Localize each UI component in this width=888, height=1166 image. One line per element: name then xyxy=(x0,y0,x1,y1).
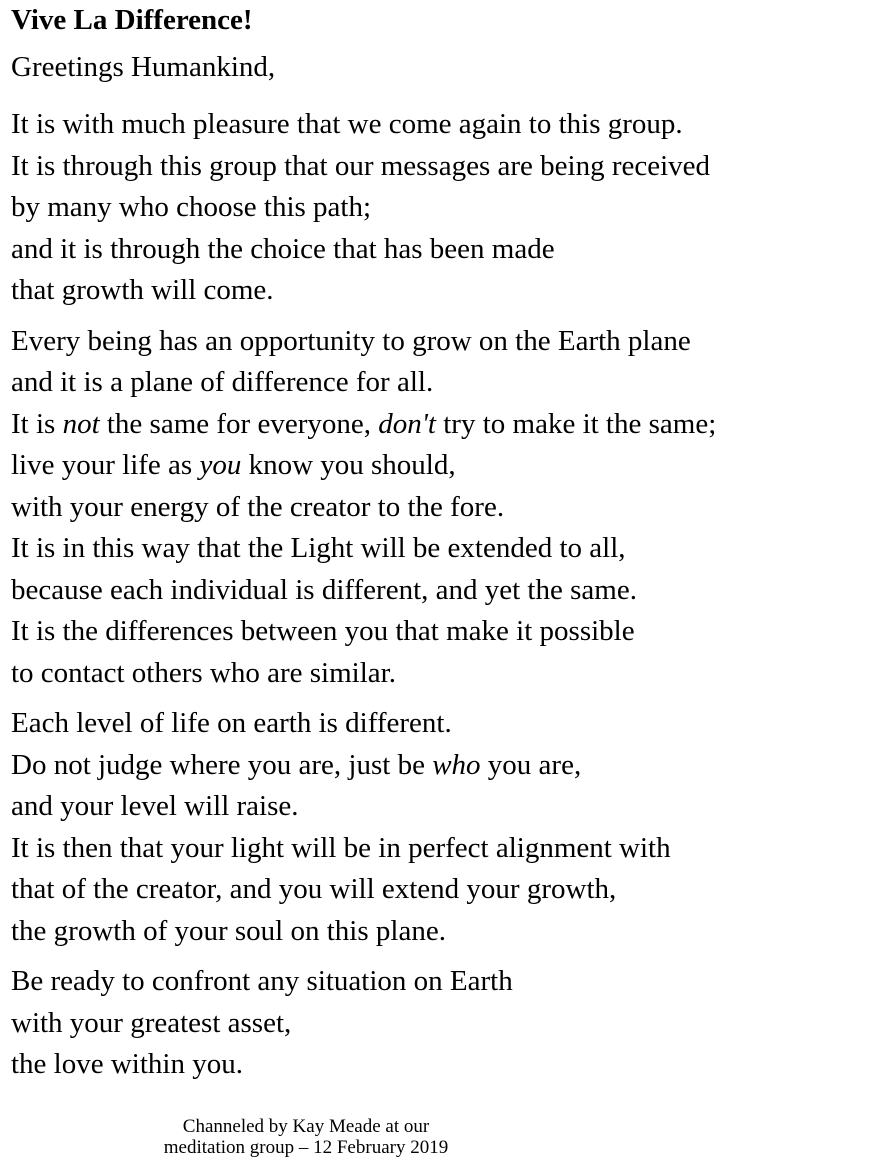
text-line: It is with much pleasure that we come again to this group. xyxy=(11,108,683,140)
document-title: Vive La Difference! xyxy=(11,4,253,36)
text-line: that growth will come. xyxy=(11,274,274,306)
text-line: It is the differences between you that make it possible xyxy=(11,615,635,647)
text-line: the growth of your soul on this plane. xyxy=(11,914,446,947)
paragraph-2 xyxy=(11,321,881,695)
text-line: because each individual is different, and yet the same. xyxy=(11,573,637,606)
text-line: Be ready to confront any situation on Earth xyxy=(11,965,513,997)
text-line: It is in this way that the Light will be extended to all, xyxy=(11,532,626,564)
credit-line: meditation group – 12 February 2019 xyxy=(163,1137,449,1158)
emphasis-text: not xyxy=(62,407,100,440)
emphasis-text: you xyxy=(199,449,242,481)
text-line: with your energy of the creator to the fore. xyxy=(11,490,505,523)
text-line xyxy=(11,404,881,446)
text-run: live your life as xyxy=(11,449,200,481)
text-line: and it is through the choice that has been made xyxy=(11,232,555,265)
text-run: try to make it the same; xyxy=(436,407,717,440)
credit-line: Channeled by Kay Meade at our xyxy=(182,1116,430,1137)
paragraph-4 xyxy=(11,961,881,1086)
text-line: Each level of life on earth is different. xyxy=(11,707,452,739)
text-line xyxy=(11,745,881,787)
text-line: It is through this group that our messages are being received xyxy=(11,149,711,182)
text-run: you are, xyxy=(480,748,582,781)
channeling-credit xyxy=(86,1116,526,1158)
text-run: the same for everyone, xyxy=(99,407,379,440)
text-line: and your level will raise. xyxy=(11,790,299,822)
paragraph-1 xyxy=(11,104,881,312)
text-run: Do not judge where you are, just be xyxy=(11,748,433,781)
text-line: with your greatest asset, xyxy=(11,1006,292,1039)
text-line: to contact others who are similar. xyxy=(11,656,396,689)
emphasis-text: who xyxy=(432,748,481,781)
text-run: It is xyxy=(11,407,63,440)
text-line: by many who choose this path; xyxy=(11,191,372,223)
text-line: the love within you. xyxy=(11,1048,243,1080)
text-line: Every being has an opportunity to grow on the Earth plane xyxy=(11,324,691,357)
message-document xyxy=(11,0,881,1086)
text-run: know you should, xyxy=(241,449,456,481)
text-line: that of the creator, and you will extend your growth, xyxy=(11,873,617,905)
text-line: and it is a plane of difference for all. xyxy=(11,366,434,398)
text-line: It is then that your light will be in perfect alignment with xyxy=(11,831,671,864)
paragraph-3 xyxy=(11,703,881,952)
greeting-line: Greetings Humankind, xyxy=(11,51,276,83)
emphasis-text: don't xyxy=(378,407,436,440)
text-line xyxy=(11,445,881,487)
